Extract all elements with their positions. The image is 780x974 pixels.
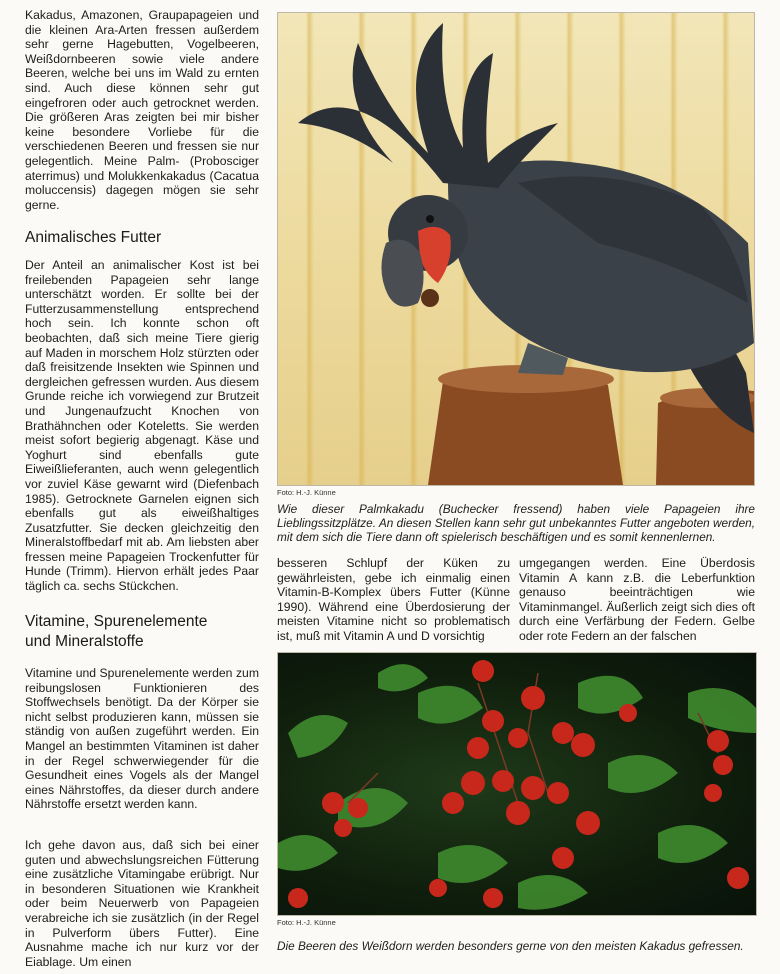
heading-vitamins-line2: und Mineralstoffe: [25, 633, 144, 650]
figure-caption: Wie dieser Palmkakadu (Buchecker fressend) haben viele Papageien ihre Lieblingssitzplätze. An diesen Stellen kann sehr gut unbekanntes Futter angeboten werden, mit dem sich die Tiere dann oft spielerisch beschäftigen und es somit kennenlernen.: [277, 502, 755, 544]
hawthorn-illustration: [278, 653, 756, 915]
middle-column: [277, 556, 510, 644]
paragraph-vitamins: Vitamine und Spurenelemente werden zum reibungslosen Funktionieren des Stoffwechsels benötigt. Da der Körper sie nicht selbst produzieren kann, müssen sie ständig von außen zugeführt werden. Ein Mangel an bestimmten Vitaminen ist daher in der Regel schwerwiegender für die Gesundheit eines Vogels als der Mangel eines Nährstoffes, da dieser durch andere Nährstoffe ersetzt werden kann.: [25, 666, 259, 812]
left-column: [25, 8, 259, 969]
heading-animal-food: Animalisches Futter: [25, 229, 162, 246]
photo-credit: Foto: H.-J. Künne: [277, 918, 336, 927]
heading-vitamins-line1: Vitamine, Spurenelemente: [25, 613, 208, 630]
photo-credit: Foto: H.-J. Künne: [277, 488, 336, 497]
palm-cockatoo-illustration: [278, 13, 754, 485]
figure-caption: Die Beeren des Weißdorn werden besonders gerne von den meisten Kakadus gefressen.: [277, 939, 744, 953]
paragraph-vitamin-a: umgegangen werden. Eine Überdosis Vitamin A kann z.B. die Leberfunktion genauso beeinträchtigen wie Vitaminmangel. Äußerlich zeigt sich dies oft durch eine Verfärbung der Federn. Gelbe oder rote Federn an der falschen: [519, 556, 755, 643]
paragraph-vitamin-b: besseren Schlupf der Küken zu gewährleisten, gebe ich einmalig einen Vitamin-B-Komplex übers Futter (Künne 1990). Während eine Überdosierung der meisten Vitamine nicht so problematisch ist, muß mit Vitamin A und D vorsichtig: [277, 556, 510, 643]
paragraph-animal-food: Der Anteil an animalischer Kost ist bei freilebenden Papageien sehr lange unterschätzt worden. Er sollte bei der Futterzusammenstellung entsprechend hoch sein. Ich konnte schon oft beobachten, daß sich meine Tiere gierig auf Maden in morschem Holz stürzten oder daß freisitzende Insekten wie Spinnen und dergleichen gefressen wurden. Aus diesem Grunde reiche ich vorwiegend zur Brutzeit und Jungenaufzucht Knochen von Brathähnchen oder Koteletts. Sie werden meist sofort begierig abgenagt. Käse und Yoghurt sind ebenfalls gute Eiweißlieferanten, auch wenn gelegentlich vor zuviel Käse gewarnt wird (Diefenbach 1985). Getrocknete Garnelen eignen sich ebenfalls gut als eiweißhaltiges Zusatzfutter. Sie decken gleichzeitig den Mineralstoffbedarf mit ab. Am liebsten aber fressen meine Papageien Trockenfutter für Hunde (Trimm). Hiervon erhält jedes Paar täglich ca. sechs Stückchen.: [25, 258, 259, 594]
palm-cockatoo-photo: [277, 12, 755, 486]
paragraph-vitamin-dose: Ich gehe davon aus, daß sich bei einer guten und abwechslungsreichen Fütterung eine zusätzliche Vitamingabe erübrigt. Nur in besonderen Situationen wie Krankheit oder beim Neuerwerb von Papageien verabreiche ich sie zusätzlich (in der Regel in Pulverform übers Futter). Eine Ausnahme mache ich nur kurz vor der Eiablage. Um einen: [25, 838, 259, 969]
hawthorn-berries-photo: [277, 652, 757, 916]
paragraph-fruit: Kakadus, Amazonen, Graupapageien und die kleinen Ara-Arten fressen außerdem sehr gerne Hagebutten, Vogelbeeren, Weißdornbeeren sowie viele andere Beeren, welche bei uns im Wald zu ernten sind. Auch diese können sehr gut eingefroren oder auch getrocknet werden. Die größeren Aras zeigten bei mir bisher keine besondere Vorliebe für die verschiedenen Beeren und fressen sie nur gelegentlich. Meine Palm- (Probosciger aterrimus) und Molukkenkakadus (Cacatua moluccensis) dagegen mögen sie sehr gerne.: [25, 8, 259, 212]
right-column: [519, 556, 755, 644]
